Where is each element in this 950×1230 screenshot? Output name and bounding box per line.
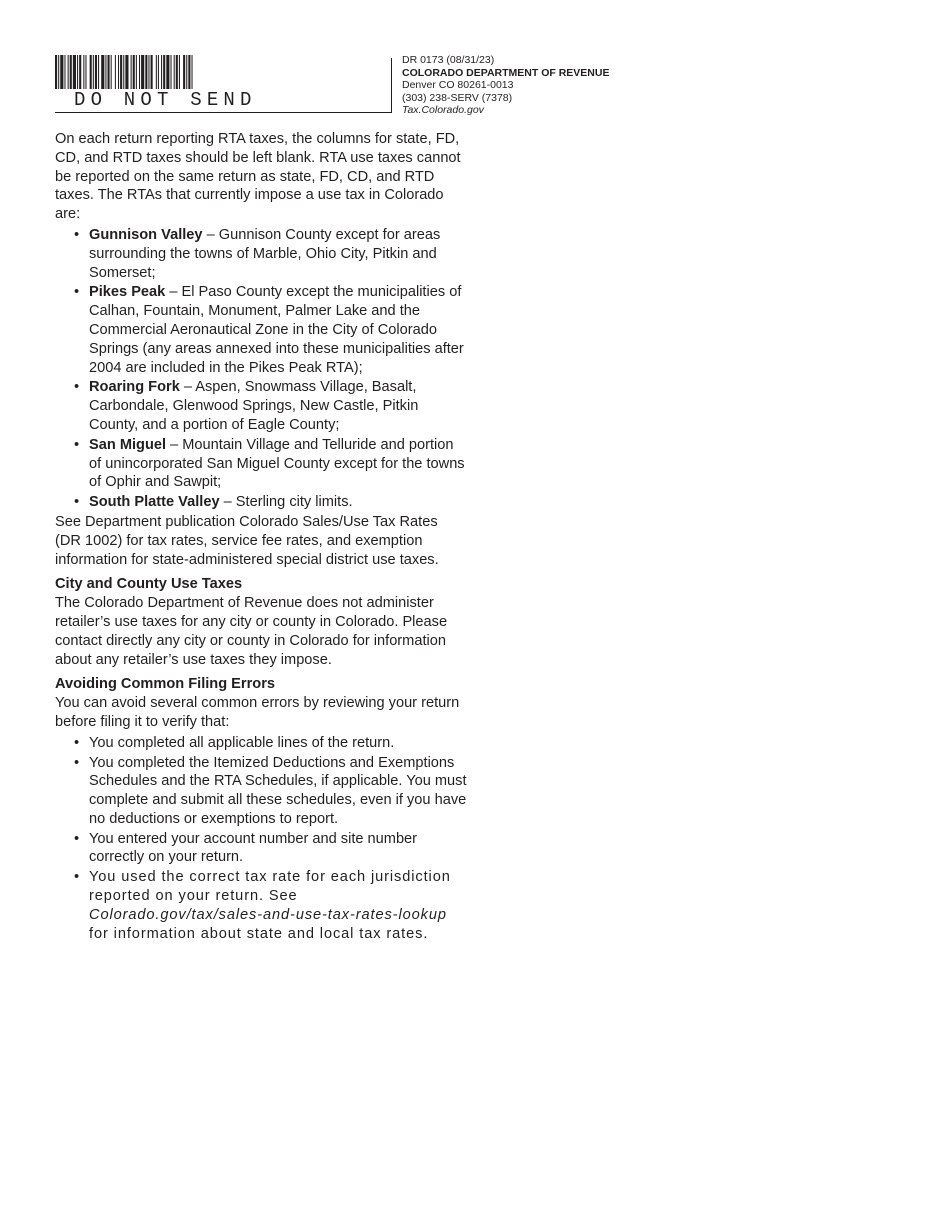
tax-rates-link[interactable]: Colorado.gov/tax/sales-and-use-tax-rates-lookup xyxy=(89,906,447,923)
list-item xyxy=(55,868,467,943)
rta-name: Gunnison Valley xyxy=(89,226,203,243)
city-county-heading: City and County Use Taxes xyxy=(55,576,243,593)
list-item: • You entered your account number and site number correctly on your return. xyxy=(55,830,467,868)
rta-name: South Platte Valley xyxy=(89,494,220,511)
filing-errors-list xyxy=(55,734,467,944)
filing-errors-heading: Avoiding Common Filing Errors xyxy=(55,676,275,693)
agency-phone: (303) 238-SERV (7378) xyxy=(402,91,513,104)
rta-desc: – Sterling city limits. xyxy=(219,494,353,511)
tax-rate-tail: for information about state and local tax rates. xyxy=(89,925,429,942)
rta-list xyxy=(55,226,467,512)
agency-address: Denver CO 80261-0013 xyxy=(402,79,514,92)
agency-website: Tax.Colorado.gov xyxy=(402,104,484,117)
list-item: • You completed the Itemized Deductions and Exemptions Schedules and the RTA Schedules, if applicable. You must complete and submit all these schedules, even if you have no deductions or exemptions to report. xyxy=(55,754,467,829)
barcode-icon xyxy=(55,55,277,89)
rta-intro: On each return reporting RTA taxes, the columns for state, FD, CD, and RTD taxes should be left blank. RTA use taxes cannot be reported on the same return as state, FD, CD, and RTD taxes. The RTAs that currently impose a use tax in Colorado are: xyxy=(55,131,461,223)
rta-name: San Miguel xyxy=(89,436,167,453)
tax-rate-lead: You used the correct tax rate for each jurisdiction reported on your return. See xyxy=(89,869,451,905)
rta-desc: – Gunnison County except for areas surrounding the towns of Marble, Ohio City, Pitkin and Somerset; xyxy=(89,226,441,281)
list-item xyxy=(55,283,467,377)
list-item xyxy=(55,378,467,434)
list-item xyxy=(55,436,467,492)
rta-name: Roaring Fork xyxy=(89,379,180,396)
see-publication: See Department publication Colorado Sales/Use Tax Rates (DR 1002) for tax rates, service fee rates, and exemption information for state-administered special district use taxes. xyxy=(55,513,439,568)
do-not-send-stamp: DO NOT SEND xyxy=(74,89,257,111)
list-item: • You completed all applicable lines of the return. xyxy=(55,734,467,753)
list-item xyxy=(55,226,467,282)
city-county-body: The Colorado Department of Revenue does not administer retailer’s use taxes for any city or county in Colorado. Please contact directly any city or county in Colorado for information about any retailer’s use taxes they impose. xyxy=(55,595,448,668)
form-number: DR 0173 (08/31/23) xyxy=(402,54,495,66)
instructions-column xyxy=(55,130,467,944)
header-rule xyxy=(55,112,392,113)
rta-desc: – Mountain Village and Telluride and portion of unincorporated San Miguel County except for the towns of Ophir and Sawpit; xyxy=(89,436,465,491)
rta-name: Pikes Peak xyxy=(89,284,166,301)
list-item xyxy=(55,493,467,512)
rta-desc: – El Paso County except the municipalities of Calhan, Fountain, Monument, Palmer Lake and the Commercial Aeronautical Zone in the City of Colorado Springs (any areas annexed into these municipalities after 2004 are included in the Pikes Peak RTA); xyxy=(89,284,464,376)
header-divider xyxy=(391,58,392,113)
agency-name: COLORADO DEPARTMENT OF REVENUE xyxy=(402,66,610,79)
filing-errors-intro: You can avoid several common errors by reviewing your return before filing it to verify that: xyxy=(55,695,460,730)
rta-desc: – Aspen, Snowmass Village, Basalt, Carbondale, Glenwood Springs, New Castle, Pitkin County, and a portion of Eagle County; xyxy=(89,379,419,433)
agency-block xyxy=(402,54,609,117)
